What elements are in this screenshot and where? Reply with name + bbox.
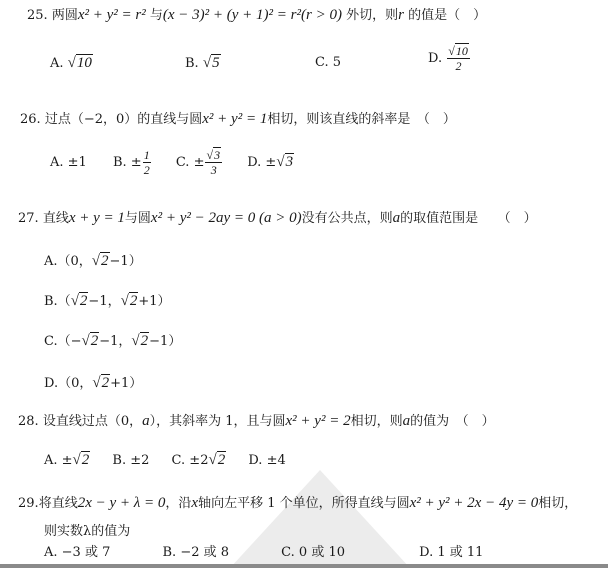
q28-option-d: D. ±4 <box>248 453 286 468</box>
q28-c-sqrt: √2 <box>208 452 226 468</box>
q28-text-a: 设直线过点（0， <box>42 414 143 429</box>
q27-b-sqrt1: √2 <box>70 293 88 309</box>
q25-var-r: r <box>398 7 404 23</box>
q28-a-sqrt-val: 2 <box>81 452 90 468</box>
q27-a-post: −1） <box>109 254 142 269</box>
q27-var-a: a <box>392 210 401 226</box>
q27-d-sqrt: √2 <box>92 375 110 391</box>
q27-text-c: 没有公共点，则 <box>301 211 393 226</box>
q27-text-b: 与圆 <box>124 211 151 226</box>
q27-c-sqrt1-val: 2 <box>90 333 99 349</box>
q27-number: 27. <box>18 211 39 226</box>
q27-eq2: x² + y² − 2ay = 0 (a > 0) <box>150 210 302 226</box>
q27-text-a: 直线 <box>42 211 69 226</box>
q27-d-sqrt-val: 2 <box>101 375 110 391</box>
q27-b-sqrt1-val: 2 <box>79 293 88 309</box>
q29-option-d: D. 1 或 11 <box>419 545 484 560</box>
q26-options <box>50 148 294 177</box>
q27-b-post: +1） <box>138 294 171 309</box>
q26-sqrt3-val: 3 <box>285 154 294 170</box>
q26-option-d: D. ± <box>247 155 277 170</box>
q28-text-c: 相切，则 <box>350 414 403 429</box>
q25-sqrt10: 10 <box>76 55 92 71</box>
q27-text-d: 的取值范围是 （ ） <box>400 211 537 226</box>
q27-d-pre: D.（0， <box>44 376 93 391</box>
q28-eq: x² + y² = 2 <box>285 413 351 429</box>
q27-b-pre: B.（ <box>44 294 71 309</box>
q25-number: 25. <box>27 8 48 23</box>
q26-frac-2: $\frac{√3}{3}$ <box>206 148 221 177</box>
q26-frac-1 <box>143 148 151 177</box>
q28-option-c: C. ±2 <box>171 453 209 468</box>
q25-option-a-label: A. <box>50 56 64 71</box>
q27-b-mid: −1， <box>88 294 121 309</box>
q25-text-c: 外切，则 <box>346 8 399 23</box>
q29-var-x: x <box>191 495 199 511</box>
q27-a-pre: A.（0， <box>44 254 92 269</box>
q25-eq2: (x − 3)² + (y + 1)² = r²(r > 0) <box>162 7 342 23</box>
q27-b-sqrt2: √2 <box>120 293 138 309</box>
q28-c-sqrt-val: 2 <box>217 452 226 468</box>
q25-text-a: 两圆 <box>51 8 78 23</box>
q28-option-b: B. ±2 <box>112 453 150 468</box>
q25-fraction: $\frac{√10}{2}$ <box>448 44 468 73</box>
q29-text-b: ，沿 <box>165 496 192 511</box>
q28-var-a2: a <box>402 413 411 429</box>
q29-number: 29. <box>18 496 39 511</box>
q29-option-b: B. −2 或 8 <box>162 545 230 560</box>
bottom-divider <box>0 564 608 568</box>
q27-option-b <box>44 290 171 310</box>
q25-option-c-value: 5 <box>332 55 342 70</box>
q27-b-sqrt2-val: 2 <box>129 293 138 309</box>
q29-option-c: C. 0 或 10 <box>281 545 345 560</box>
q26-frac2-den: 3 <box>210 163 217 177</box>
q25-option-c <box>315 55 341 70</box>
q26-option-c: C. ± <box>175 155 205 170</box>
q29-text-a: 将直线 <box>38 496 78 511</box>
q28-text-d: 的值为 （ ） <box>410 414 495 429</box>
q29-text-d: 相切， <box>538 496 578 511</box>
q25-option-d-label: D. <box>428 51 443 66</box>
q28-text-b: ），其斜率为 1，且与圆 <box>149 414 286 429</box>
q29-options <box>44 541 483 560</box>
q25-option-a-math: √10 <box>67 55 92 71</box>
q25-option-c-label: C. <box>315 55 329 70</box>
q27-option-c <box>44 330 181 350</box>
q27-c-post: −1） <box>149 334 182 349</box>
q25-option-a <box>50 55 93 72</box>
q25-option-b-math: √5 <box>202 55 220 71</box>
q27-a-sqrt-val: 2 <box>101 253 109 269</box>
q26-text-a: 过点（−2，0）的直线与圆 <box>44 112 203 127</box>
q25-eq1: x² + y² = r² <box>77 7 146 23</box>
q29-line2: 则实数λ的值为 <box>44 524 131 539</box>
question-26 <box>20 108 456 128</box>
q29-option-a: A. −3 或 7 <box>44 545 111 560</box>
q27-d-post: +1） <box>110 376 143 391</box>
question-27 <box>18 207 537 227</box>
q26-option-b: B. ± <box>112 155 142 170</box>
q25-frac-den: 2 <box>455 59 462 73</box>
q25-option-b <box>185 55 221 72</box>
q26-frac1-den: 2 <box>143 163 150 177</box>
q27-option-d <box>44 372 142 392</box>
q26-eq: x² + y² = 1 <box>202 111 268 127</box>
q26-option-a: A. ±1 <box>50 155 87 170</box>
q27-c-sqrt1: √2 <box>81 333 99 349</box>
q27-c-sqrt2: √2 <box>131 333 149 349</box>
q25-sqrt5: 5 <box>212 55 220 71</box>
q27-c-mid: −1， <box>99 334 132 349</box>
q25-frac-num: 10 <box>455 44 468 58</box>
q26-frac2-num: 3 <box>214 148 221 162</box>
q25-text-d: 的值是（ ） <box>408 8 487 23</box>
q26-number: 26. <box>20 112 41 127</box>
q27-a-sqrt: √2 <box>91 253 109 269</box>
q27-c-pre: C.（− <box>44 334 82 349</box>
q29-eq2: x² + y² + 2x − 4y = 0 <box>409 495 539 511</box>
q26-sqrt3: √3 <box>276 154 294 170</box>
q25-option-d <box>428 44 471 73</box>
q28-a-sqrt: √2 <box>72 452 90 468</box>
q29-text-c: 轴向左平移 1 个单位，所得直线与圆 <box>198 496 410 511</box>
question-29 <box>18 492 577 512</box>
q25-option-b-label: B. <box>185 56 199 71</box>
q29-eq1: 2x − y + λ = 0 <box>77 495 166 511</box>
q26-text-b: 相切，则该直线的斜率是 （ ） <box>267 112 456 127</box>
q25-text-b: 与 <box>149 8 163 23</box>
q28-option-a: A. ± <box>44 453 73 468</box>
question-28 <box>18 410 495 430</box>
question-25 <box>27 4 486 24</box>
q28-options <box>44 452 286 469</box>
q27-option-a <box>44 250 142 270</box>
q27-eq1: x + y = 1 <box>68 210 125 226</box>
q27-c-sqrt2-val: 2 <box>140 333 149 349</box>
q26-frac1-num: 1 <box>143 148 150 162</box>
q28-var-a1: a <box>142 413 150 429</box>
q28-number: 28. <box>18 414 39 429</box>
